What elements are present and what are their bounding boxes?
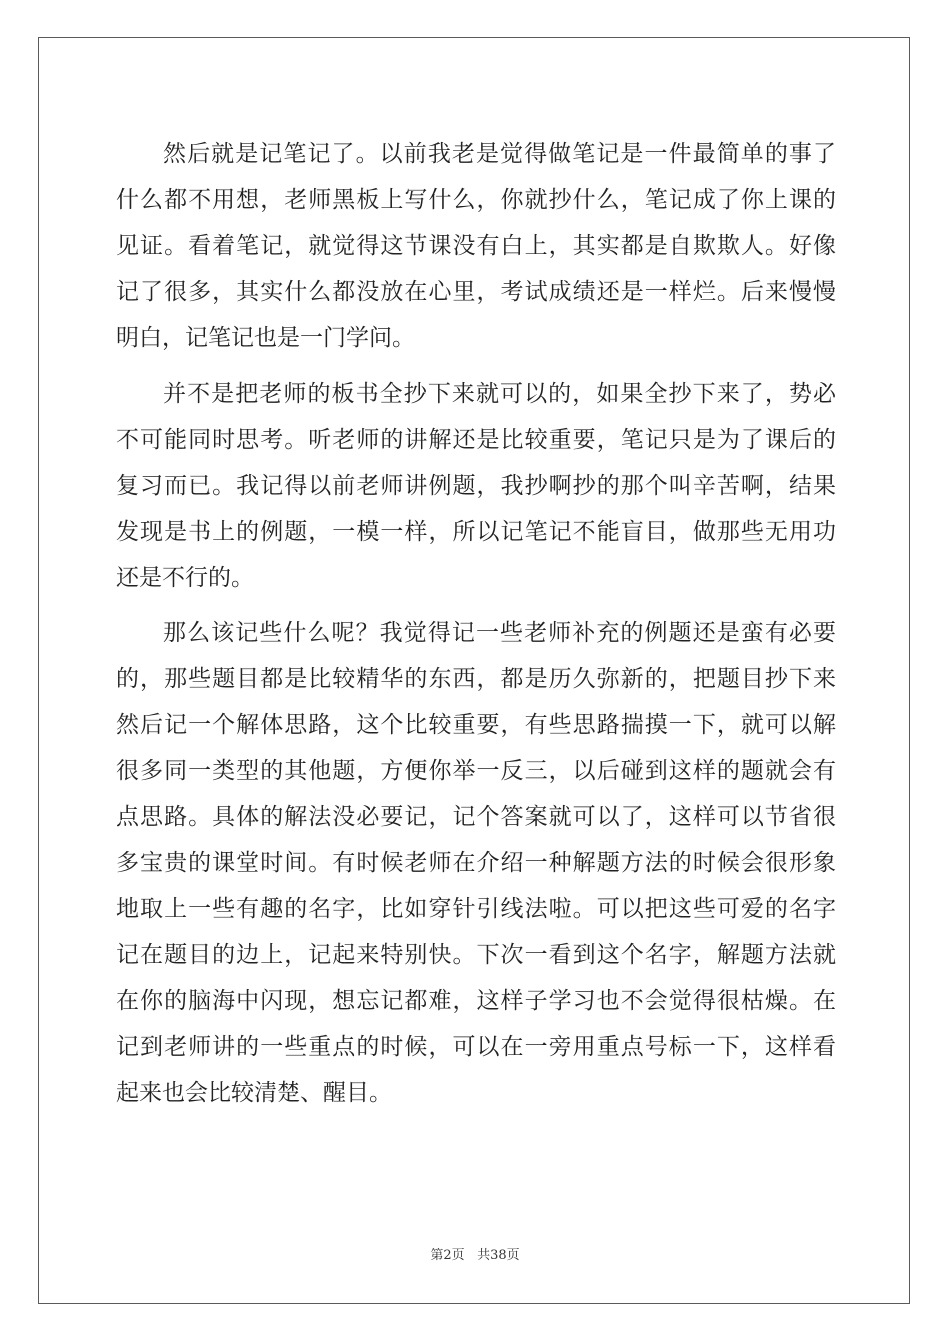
page-footer bbox=[0, 1244, 950, 1263]
text-line: 还是不行的。 bbox=[116, 565, 254, 591]
text-line: 记在题目的边上，记起来特别快。下次一看到这个名字，解题方法就 bbox=[116, 942, 836, 968]
text-line: 发现是书上的例题，一模一样，所以记笔记不能盲目，做那些无用功 bbox=[116, 519, 836, 545]
document-body bbox=[116, 131, 836, 1116]
text-line: 不可能同时思考。听老师的讲解还是比较重要，笔记只是为了课后的 bbox=[116, 427, 836, 453]
text-line: 记了很多，其实什么都没放在心里，考试成绩还是一样烂。后来慢慢 bbox=[116, 279, 836, 305]
text-line: 见证。看着笔记，就觉得这节课没有白上，其实都是自欺欺人。好像 bbox=[116, 233, 836, 259]
paragraph-1 bbox=[116, 131, 836, 361]
page-number: 第2页 bbox=[430, 1248, 465, 1263]
text-line: 什么都不用想，老师黑板上写什么，你就抄什么，笔记成了你上课的 bbox=[116, 187, 836, 213]
total-pages: 共38页 bbox=[477, 1248, 520, 1263]
text-line: 记到老师讲的一些重点的时候，可以在一旁用重点号标一下，这样看 bbox=[116, 1034, 836, 1060]
text-line: 地取上一些有趣的名字，比如穿针引线法啦。可以把这些可爱的名字 bbox=[116, 896, 836, 922]
text-line: 复习而已。我记得以前老师讲例题，我抄啊抄的那个叫辛苦啊，结果 bbox=[116, 473, 836, 499]
text-line: 在你的脑海中闪现，想忘记都难，这样子学习也不会觉得很枯燥。在 bbox=[116, 988, 836, 1014]
text-line: 起来也会比较清楚、醒目。 bbox=[116, 1080, 392, 1106]
text-line: 点思路。具体的解法没必要记，记个答案就可以了，这样可以节省很 bbox=[116, 804, 836, 830]
text-line: 然后记一个解体思路，这个比较重要，有些思路揣摸一下，就可以解 bbox=[116, 712, 836, 738]
text-line: 那么该记些什么呢？我觉得记一些老师补充的例题还是蛮有必要 bbox=[163, 620, 836, 646]
text-line: 很多同一类型的其他题，方便你举一反三，以后碰到这样的题就会有 bbox=[116, 758, 836, 784]
text-line: 多宝贵的课堂时间。有时候老师在介绍一种解题方法的时候会很形象 bbox=[116, 850, 836, 876]
text-line: 并不是把老师的板书全抄下来就可以的，如果全抄下来了，势必 bbox=[163, 381, 836, 407]
text-line: 然后就是记笔记了。以前我老是觉得做笔记是一件最简单的事了 bbox=[163, 141, 836, 167]
paragraph-3 bbox=[116, 610, 836, 1116]
text-line: 的，那些题目都是比较精华的东西，都是历久弥新的，把题目抄下来 bbox=[116, 666, 836, 692]
text-line: 明白，记笔记也是一门学问。 bbox=[116, 325, 415, 351]
paragraph-2 bbox=[116, 371, 836, 601]
